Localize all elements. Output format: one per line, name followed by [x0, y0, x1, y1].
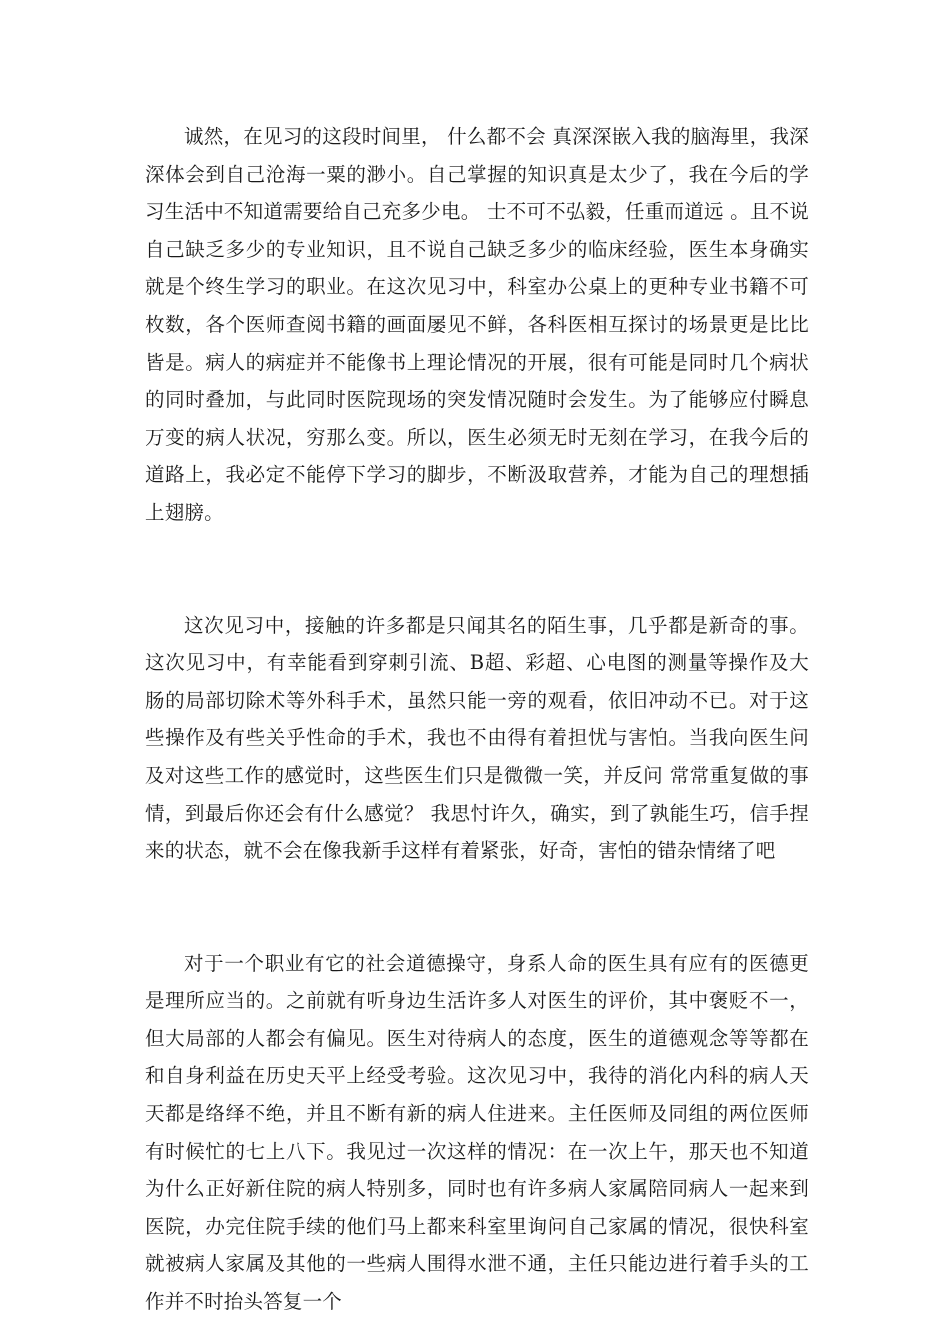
paragraph-study-reflection: 诚然，在见习的这段时间里， 什么都不会 真深深嵌入我的脑海里，我深深体会到自己沧海一粟的渺小。自己掌握的知识真是太少了，我在今后的学习生活中不知道需要给自己充多少电。 士不可不弘毅，任重而道远 。且不说自己缺乏多少的专业知识，且不说自己缺乏多少的临床经验，医生本身确实就是个终生学习的职业。在这次见习中，科室办公桌上的更种专业书籍不可枚数，各个医师查阅书籍的画面屡见不鲜，各科医相互探讨的场景更是比比皆是。病人的病症并不能像书上理论情况的开展，很有可能是同时几个病状的同时叠加，与此同时医院现场的突发情况随时会发生。为了能够应付瞬息万变的病人状况，穷那么变。所以，医生必须无时无刻在学习，在我今后的道路上，我必定不能停下学习的脚步，不断汲取营养，才能为自己的理想插上翅膀。: [145, 125, 809, 524]
paragraph-new-experiences: 这次见习中，接触的许多都是只闻其名的陌生事，几乎都是新奇的事。这次见习中，有幸能看到穿刺引流、B超、彩超、心电图的测量等操作及大肠的局部切除术等外科手术，虽然只能一旁的观看，依旧冲动不已。对于这些操作及有些关乎性命的手术，我也不由得有着担忧与害怕。当我向医生问及对这些工作的感觉时，这些医生们只是微微一笑，并反问 常常重复做的事情，到最后你还会有什么感觉？ 我思忖许久，确实，到了孰能生巧，信手捏来的状态，就不会在像我新手这样有着紧张，好奇，害怕的错杂情绪了吧: [145, 613, 809, 863]
document-body: [145, 118, 809, 1321]
paragraph-medical-ethics: 对于一个职业有它的社会道德操守，身系人命的医生具有应有的医德更是理所应当的。之前就有听身边生活许多人对医生的评价，其中褒贬不一，但大局部的人都会有偏见。医生对待病人的态度，医生的道德观念等等都在和自身利益在历史天平上经受考验。这次见习中，我待的消化内科的病人天天都是络绎不绝，并且不断有新的病人住进来。主任医师及同组的两位医师有时候忙的七上八下。我见过一次这样的情况：在一次上午，那天也不知道为什么正好新住院的病人特别多，同时也有许多病人家属陪同病人一起来到医院，办完住院手续的他们马上都来科室里询问自己家属的情况，很快科室就被病人家属及其他的一些病人围得水泄不通，主任只能边进行着手头的工作并不时抬头答复一个: [145, 951, 809, 1314]
